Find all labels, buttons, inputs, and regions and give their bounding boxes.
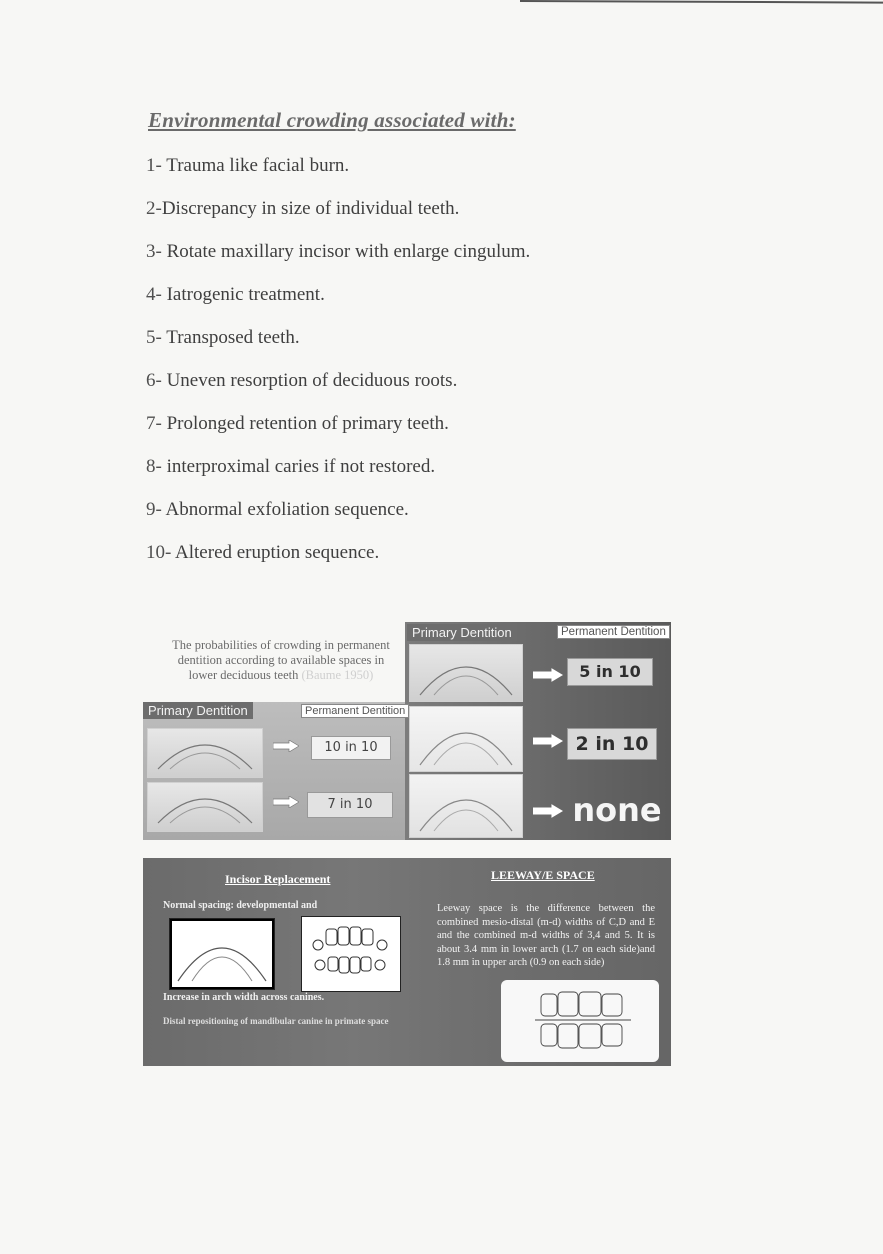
description-line: dentition according to available spaces in [177, 653, 385, 667]
teeth-diagram [301, 916, 401, 992]
list-item [146, 152, 530, 195]
ratio-box: 10 in 10 [311, 736, 391, 760]
normal-spacing-label: Normal spacing: developmental and [163, 900, 318, 911]
incisor-leeway-figure [143, 858, 671, 1066]
arch-sketch [410, 707, 522, 771]
leeway-space-paragraph: Leeway space is the difference between the combined mesio-distal (m-d) widths of C,D and E and the combined m-d widths of 3,4 and 5. It is about 3.4 mm in lower arch (1.7 on each side)and 1.8 mm in upper arch (0.9 on each side) [437, 903, 655, 969]
left-permanent-title: Permanent Dentition [301, 704, 409, 718]
arch-width-caption: Increase in arch width across canines. [163, 992, 325, 1003]
leeway-space-heading: LEEWAY/E SPACE [491, 868, 595, 882]
section-heading: Environmental crowding associated with: [148, 108, 516, 132]
item-text: interproximal caries if not restored. [166, 456, 436, 477]
list-item [146, 453, 530, 496]
probability-description [161, 638, 401, 683]
dental-arch-image [147, 728, 263, 778]
leeway-teeth-diagram [501, 980, 659, 1062]
item-text: Prolonged retention of primary teeth. [166, 413, 449, 434]
item-number: 8- [146, 456, 162, 477]
right-primary-title: Primary Dentition [407, 624, 517, 641]
list-item [146, 539, 530, 582]
arrow-icon [533, 734, 563, 748]
list-item [146, 367, 530, 410]
arch-sketch [148, 783, 262, 831]
left-primary-title: Primary Dentition [143, 702, 253, 719]
item-number: 3- [146, 241, 162, 262]
dental-arch-image [409, 774, 523, 838]
item-number: 7- [146, 413, 162, 434]
arch-sketch [410, 775, 522, 837]
teeth-sketch [501, 980, 659, 1062]
ratio-box: 5 in 10 [567, 658, 653, 686]
crowding-probability-figure [143, 622, 671, 840]
ratio-box: 7 in 10 [307, 792, 393, 818]
arrow-icon [533, 668, 563, 682]
item-text: Uneven resorption of deciduous roots. [166, 370, 458, 391]
description-line: lower deciduous teeth (Baume 1950) [188, 668, 374, 682]
arrow-icon [533, 804, 563, 818]
item-number: 6- [146, 370, 162, 391]
item-number: 10- [146, 542, 172, 563]
arch-sketch [410, 645, 522, 701]
arrow-icon [273, 796, 299, 808]
ratio-box: none [572, 791, 662, 829]
item-text: Iatrogenic treatment. [166, 284, 325, 305]
right-permanent-title: Permanent Dentition [557, 625, 670, 639]
arrow-icon [273, 740, 299, 752]
arch-sketch [148, 729, 262, 777]
list-item [146, 410, 530, 453]
list-item [146, 496, 530, 539]
item-text: Rotate maxillary incisor with enlarge cingulum. [166, 241, 531, 262]
citation: (Baume 1950) [301, 668, 374, 682]
crowding-causes-list [146, 152, 530, 582]
teeth-sketch [302, 917, 400, 991]
list-item [146, 324, 530, 367]
item-text: Transposed teeth. [166, 327, 300, 348]
incisor-replacement-heading: Incisor Replacement [225, 872, 331, 886]
list-item [146, 281, 530, 324]
dental-arch-image [147, 782, 263, 832]
item-text: Abnormal exfoliation sequence. [165, 499, 409, 520]
top-edge-line [520, 0, 883, 4]
list-item [146, 195, 530, 238]
arch-photo [169, 918, 275, 990]
item-number: 4- [146, 284, 162, 305]
item-number: 1- [146, 155, 162, 176]
item-text: Altered eruption sequence. [175, 542, 380, 563]
dental-arch-image [409, 644, 523, 702]
item-text: Trauma like facial burn. [166, 155, 350, 176]
item-number: 2- [146, 198, 162, 219]
list-item [146, 238, 530, 281]
description-line: The probabilities of crowding in permanent [172, 638, 390, 652]
ratio-box: 2 in 10 [567, 728, 657, 760]
canine-caption: Distal repositioning of mandibular canine in primate space [163, 1016, 389, 1026]
arch-sketch [170, 919, 274, 989]
item-number: 5- [146, 327, 162, 348]
dental-arch-image [409, 706, 523, 772]
item-text: Discrepancy in size of individual teeth. [161, 198, 460, 219]
item-number: 9- [146, 499, 162, 520]
